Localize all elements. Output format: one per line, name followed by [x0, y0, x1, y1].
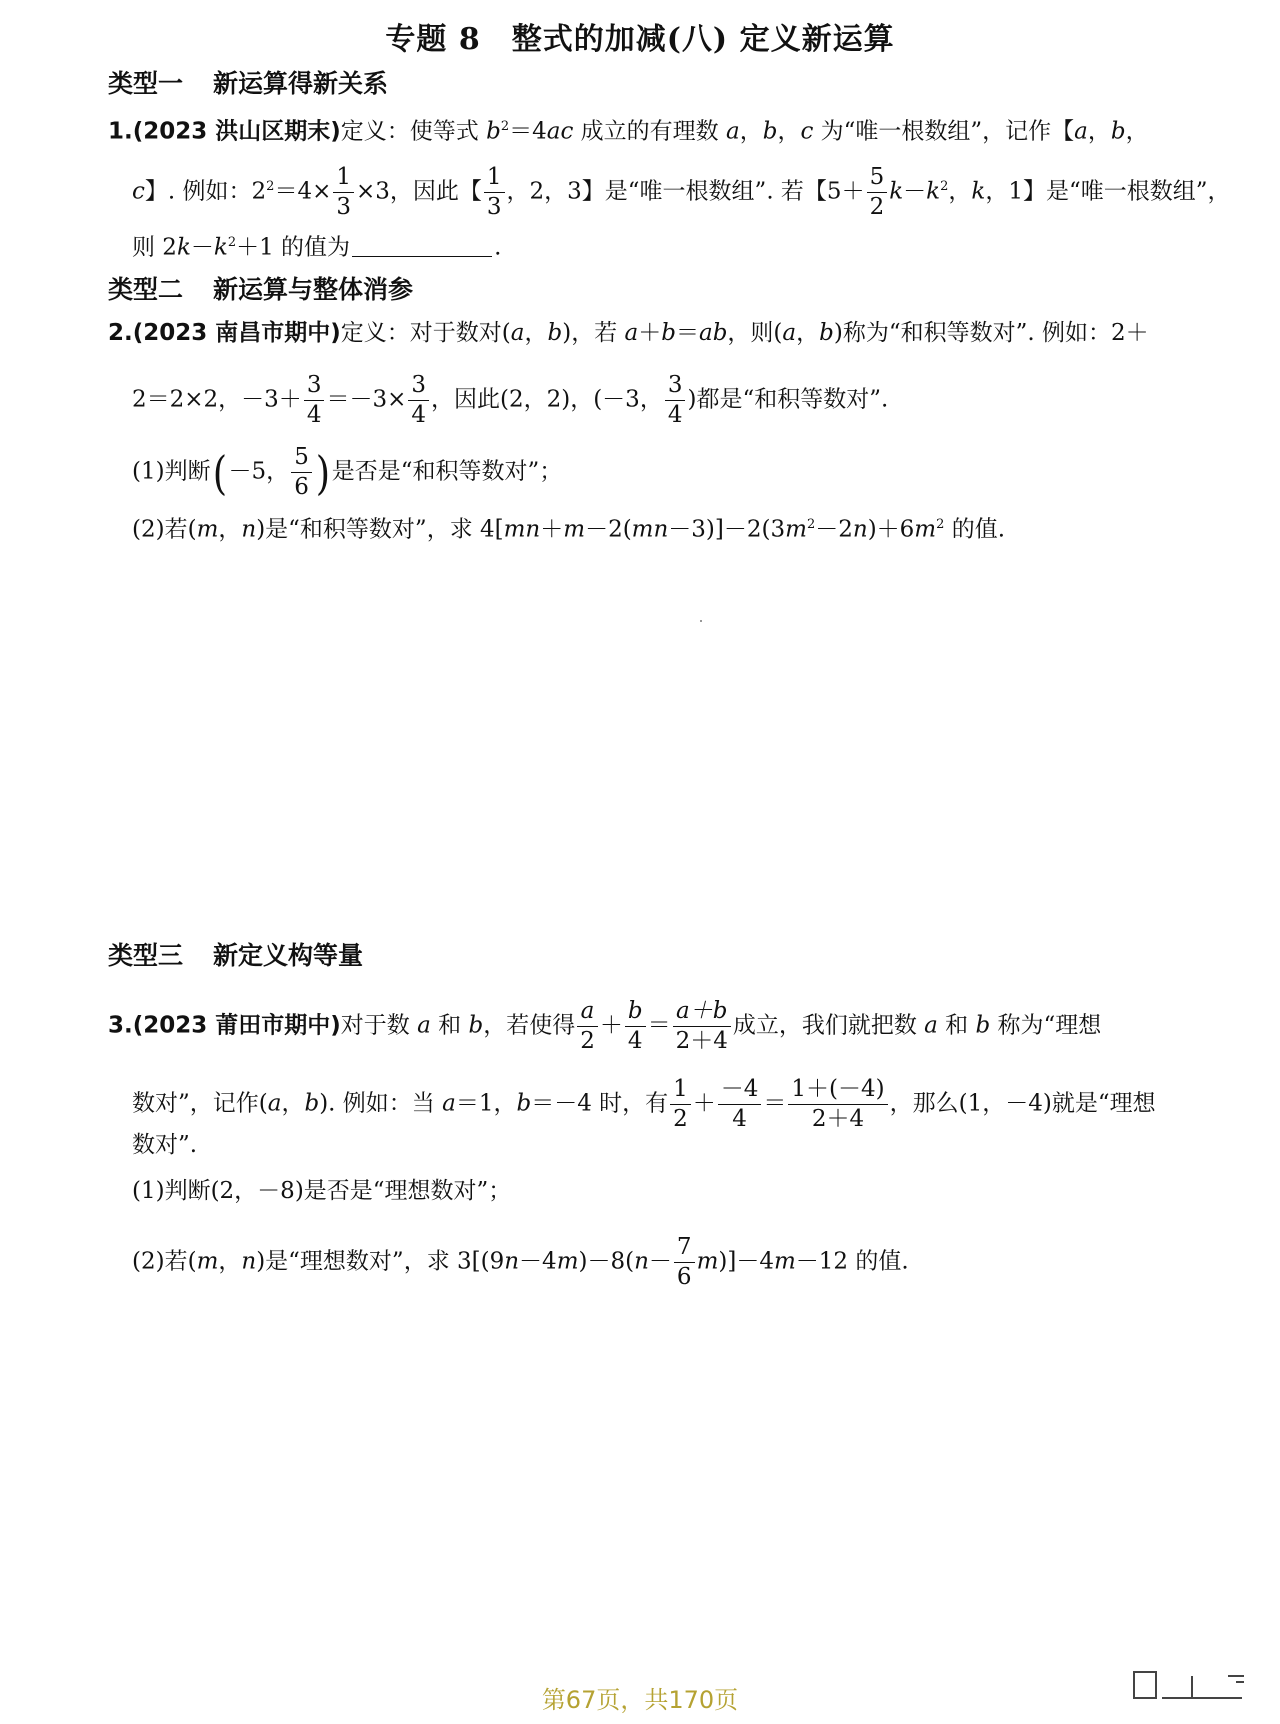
denominator: 2 [673, 1106, 688, 1132]
section-heading-2 [108, 270, 413, 306]
numerator: 3 [665, 374, 686, 401]
text: 定义：使等式 [340, 118, 487, 145]
var: n [504, 1248, 520, 1275]
text: ＝ [647, 1012, 671, 1039]
question-3-part-1 [132, 1176, 511, 1206]
var: m [696, 1248, 719, 1275]
text: 】. 例如：2 [144, 178, 267, 205]
var: mn [631, 516, 669, 543]
fraction [484, 166, 505, 219]
text: ，则( [727, 320, 783, 346]
var: ac [546, 118, 574, 145]
var: a [624, 320, 639, 346]
question-3-line-1 [108, 1000, 1101, 1053]
fraction [674, 1236, 695, 1289]
text: 是否是“和积等数对”； [331, 458, 563, 485]
question-source: (2023 莆田市期中) [132, 1012, 341, 1039]
var: b [516, 1090, 532, 1117]
exponent: 2 [227, 235, 237, 250]
text: －5， [228, 458, 290, 485]
question-3-line-3 [132, 1130, 197, 1160]
fraction [408, 374, 429, 427]
text: ＝－3× [326, 386, 407, 413]
text: (2)若( [132, 516, 197, 543]
section-name: 新运算与整体消参 [213, 275, 414, 304]
numerator: 1 [484, 166, 505, 193]
text: ，若使得 [483, 1012, 576, 1039]
var: a [924, 1012, 938, 1039]
text: ＝－4 时，有 [531, 1090, 669, 1117]
var: a [782, 320, 797, 346]
text: ＋ [599, 1012, 623, 1039]
text: 则 2 [132, 234, 177, 261]
text: )是“和积等数对”，求 4[ [256, 516, 504, 543]
text: )＋6 [867, 516, 915, 543]
var: b [468, 1012, 484, 1039]
numerator: 1 [670, 1078, 691, 1105]
text: )－8( [578, 1248, 635, 1275]
text: )都是“和积等数对”. [687, 386, 889, 413]
var: mn [503, 516, 541, 543]
text: －2( [585, 516, 632, 543]
numerator: 5 [291, 446, 312, 473]
text: ＋1 的值为 [236, 234, 351, 261]
numerator: 3 [304, 374, 325, 401]
question-2-line-2 [132, 374, 888, 427]
var: n [852, 516, 868, 543]
text: ，2，3】是“唯一根数组”. 若【5＋ [506, 178, 865, 205]
var: a [417, 1012, 431, 1039]
var: k [926, 178, 941, 205]
numerator: a＋b [673, 1000, 731, 1027]
fraction [291, 446, 312, 499]
text: ， [796, 320, 820, 346]
text: ， [1125, 118, 1149, 145]
text: －2 [815, 516, 853, 543]
var: m [196, 1248, 219, 1275]
text: 为“唯一根数组”，记作【 [813, 118, 1075, 145]
text: ，那么(1，－4)就是“理想 [889, 1090, 1156, 1117]
left-paren: ( [212, 445, 227, 500]
text: (2)若( [132, 1248, 197, 1275]
var: a [510, 320, 525, 346]
text: ×3，因此【 [355, 178, 482, 205]
fraction [788, 1078, 887, 1131]
fraction [577, 1000, 598, 1053]
var: m [773, 1248, 796, 1275]
text: ＝4× [274, 178, 332, 205]
section-type: 类型二 [108, 275, 184, 304]
text: . [494, 234, 502, 261]
denominator: 2 [580, 1028, 595, 1054]
page-title: 专题 8 整式的加减(八) 定义新运算 [385, 22, 895, 57]
exponent: 2 [936, 517, 945, 532]
fraction [304, 374, 325, 427]
denominator: 4 [627, 1028, 643, 1054]
text: )称为“和积等数对”. 例如：2＋ [833, 320, 1149, 346]
var: m [785, 516, 807, 543]
text: －4 [519, 1248, 557, 1275]
var: b [304, 1090, 320, 1117]
text: ＝4 [509, 118, 547, 145]
question-2-line-1 [108, 318, 1149, 348]
exponent: 2 [940, 178, 949, 194]
numerator: b [625, 1000, 646, 1027]
var: b [762, 118, 778, 145]
denominator: 2 [869, 194, 885, 220]
scan-speck [700, 620, 702, 622]
question-source: (2023 洪山区期末) [132, 118, 341, 145]
numerator: 3 [408, 374, 429, 401]
fraction [670, 1078, 691, 1131]
numerator: 5 [867, 166, 888, 193]
var: a [267, 1090, 282, 1117]
denominator: 4 [306, 402, 322, 428]
text: ＋ [540, 516, 564, 543]
var: k [889, 178, 904, 205]
var: a [725, 118, 740, 145]
var: n [634, 1248, 649, 1275]
denominator: 6 [676, 1264, 692, 1290]
var: n [241, 516, 257, 543]
text: ， [281, 1090, 305, 1117]
denominator: 3 [486, 194, 502, 220]
question-number: 3. [108, 1012, 133, 1039]
text: ， [1087, 118, 1111, 145]
question-2-part-1 [132, 446, 562, 499]
text: ＋ [692, 1090, 716, 1117]
var: a [442, 1090, 456, 1117]
var: b [819, 320, 834, 346]
text: － [903, 178, 927, 205]
denominator: 4 [667, 402, 683, 428]
var: a [1074, 118, 1088, 145]
denominator: 2＋4 [811, 1106, 865, 1132]
var: k [971, 178, 986, 205]
fraction [867, 166, 888, 219]
numerator: 1 [333, 166, 354, 193]
var: k [176, 234, 191, 261]
text: ， [218, 1248, 242, 1275]
question-1-line-1 [108, 112, 1149, 147]
text: ＋ [638, 320, 662, 346]
text: 称为“理想 [990, 1012, 1102, 1039]
text: (1)判断 [132, 458, 211, 485]
denominator: 4 [411, 402, 426, 428]
exponent: 2 [500, 119, 510, 134]
numerator: a [577, 1000, 598, 1027]
text: 定义：对于数对( [340, 320, 511, 346]
exponent: 2 [806, 517, 816, 532]
fraction [718, 1078, 762, 1131]
question-number: 2. [108, 320, 133, 346]
text: 对于数 [340, 1012, 418, 1039]
text: ，1】是“唯一根数组”， [985, 178, 1231, 205]
page-indicator: 第67页，共170页 [541, 1686, 739, 1714]
text: －3)]－2(3 [668, 516, 786, 543]
fraction [673, 1000, 731, 1053]
text: )]－4 [718, 1248, 774, 1275]
var: m [196, 516, 219, 543]
var: c [800, 118, 814, 145]
text: 成立的有理数 [573, 118, 726, 145]
text: ＝ [763, 1090, 787, 1117]
answer-blank[interactable] [352, 234, 492, 257]
text: ， [524, 320, 548, 346]
text: 和 [937, 1012, 976, 1039]
question-2-part-2 [132, 510, 1005, 545]
text: ， [739, 118, 763, 145]
var: m [914, 516, 937, 543]
var: ab [698, 320, 728, 346]
denominator: 4 [732, 1106, 747, 1132]
question-1-line-2 [132, 166, 1230, 219]
text: )是“理想数对”，求 3[(9 [256, 1248, 505, 1275]
text: )，若 [562, 320, 625, 346]
question-1-line-3 [132, 228, 501, 263]
var: b [486, 118, 501, 145]
var: b [661, 320, 676, 346]
text: ＝1， [455, 1090, 517, 1117]
text: ， [777, 118, 801, 145]
denominator: 6 [294, 474, 309, 500]
text: 数对”，记作( [132, 1090, 268, 1117]
text: (1)判断(2，－8)是否是“理想数对”； [132, 1178, 512, 1204]
text: ， [948, 178, 972, 205]
section-type: 类型一 [108, 69, 184, 98]
text: 的值. [944, 516, 1006, 543]
var: m [556, 1248, 579, 1275]
var: c [132, 178, 145, 205]
text: 2＝2×2，－3＋ [132, 386, 302, 413]
var: b [975, 1012, 991, 1039]
text: ＝ [675, 320, 699, 346]
section-name: 新运算得新关系 [213, 69, 389, 98]
fraction [665, 374, 686, 427]
denominator: 2＋4 [675, 1028, 728, 1054]
numerator: －4 [718, 1078, 762, 1105]
fraction [333, 166, 354, 219]
var: b [547, 320, 563, 346]
text: － [190, 234, 214, 261]
text: 数对”. [132, 1132, 198, 1158]
var: b [1110, 118, 1126, 145]
section-heading-1 [108, 64, 388, 100]
exponent: 2 [266, 178, 275, 194]
right-paren: ) [315, 445, 330, 500]
section-name: 新定义构等量 [213, 941, 364, 970]
text: － [648, 1248, 672, 1275]
section-type: 类型三 [108, 941, 184, 970]
denominator: 3 [336, 194, 351, 220]
text: ， [218, 516, 242, 543]
text: 和 [430, 1012, 469, 1039]
numerator: 1＋(－4) [788, 1078, 887, 1105]
question-number: 1. [108, 118, 133, 145]
var: k [213, 234, 228, 261]
question-3-line-2 [132, 1078, 1156, 1131]
text: －12 的值. [795, 1248, 909, 1275]
section-heading-3 [108, 936, 363, 972]
fraction [625, 1000, 646, 1053]
question-3-part-2 [132, 1236, 909, 1289]
text: ). 例如：当 [319, 1090, 443, 1117]
reader-controls-icon[interactable] [1132, 1662, 1250, 1702]
question-source: (2023 南昌市期中) [132, 320, 341, 346]
var: m [563, 516, 586, 543]
var: n [241, 1248, 257, 1275]
text: 成立，我们就把数 [732, 1012, 925, 1039]
text: ，因此(2，2)，(－3， [431, 386, 663, 413]
numerator: 7 [674, 1236, 695, 1263]
